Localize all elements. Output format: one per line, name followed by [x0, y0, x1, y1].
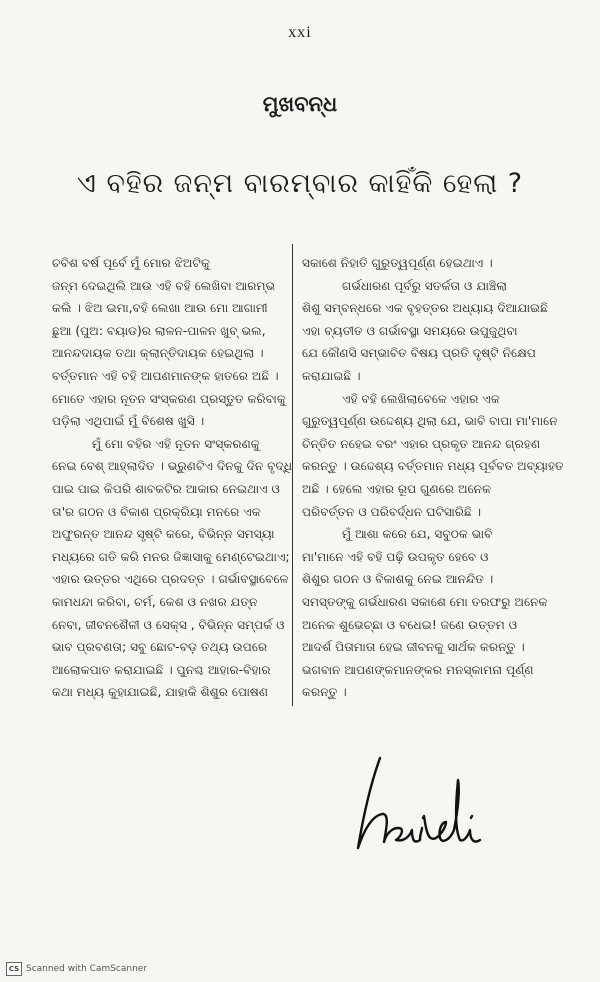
- text-line: ଶିଶୁ ସମ୍ବନ୍ଧରେ ଏକ ବୃହତ୍ତର ଅଧ୍ୟାୟ ଦିଆଯାଇଛି: [302, 301, 548, 316]
- text-line: ଏହି ବହି ଲେଖିଲାବେଳେ ଏହାର ଏକ: [342, 391, 500, 406]
- text-line: ଭଗବାନ ଆପଣଙ୍କମାନଙ୍କର ମନସ୍କାମନା ପୂର୍ଣ୍ଣ: [302, 662, 534, 677]
- text-line: ପଡ଼ିଲା ଏଥିପାଇଁ ମୁଁ ବିଶେଷ ଖୁସି ।: [52, 414, 205, 429]
- text-line: ଏହା ବ୍ୟତୀତ ଓ ଗର୍ଭାବସ୍ଥା ସମୟରେ ଉପୁଜୁଥିବା: [302, 323, 518, 338]
- text-line: ମା'ମାନେ ଏହି ବହି ପଢ଼ି ଉପକୃତ ହେବେ ଓ: [302, 549, 489, 564]
- text-line: ଗୁରୁତ୍ୱପୂର୍ଣ୍ଣ ଉଦ୍ଦେଶ୍ୟ ଥିଲା ଯେ, ଭାବି ବାପା ମା'ମାନେ: [302, 414, 558, 429]
- signature: [350, 750, 500, 860]
- text-line: ମୁଁ ଆଶା କରେ ଯେ, ସବୁଠକ ଭାବି: [342, 527, 493, 542]
- text-line: ନେବା, ଜୀବନଶୈଳୀ ଓ ସେକ୍ସ , ବିଭିନ୍ନ ସମ୍ପର୍କ ଓ: [52, 617, 285, 632]
- text-line: କରନ୍ତୁ । ଉଦ୍ଦେଶ୍ୟ ବର୍ତ୍ତମାନ ମଧ୍ୟ ପୂର୍ବବତ ଅବ୍ୟାହତ: [302, 459, 564, 474]
- page-number: xxi: [288, 24, 312, 41]
- text-line: କରାଯାଇଛି ।: [302, 368, 361, 383]
- text-line: ଶିଶୁର ଗଠନ ଓ ବିକାଶକୁ ନେଇ ଆନନ୍ଦିତ ।: [302, 572, 494, 587]
- text-line: ସମସ୍ତଙ୍କୁ ଗର୍ଭଧାରଣ ସକାଶେ ମୋ ତରଫରୁ ଅନେକ: [302, 594, 548, 609]
- text-line: ଗର୍ଭଧାରଣ ପୂର୍ବରୁ ସତର୍କତା ଓ ଯାଞ୍ଚିଲା: [342, 278, 508, 293]
- right-column: [302, 252, 564, 704]
- text-line: ଅଫୁରନ୍ତ ଆନନ୍ଦ ସୃଷ୍ଟି କରେ, ବିଭିନ୍ନ ସମସ୍ୟା: [52, 527, 275, 542]
- text-line: ପାଇ ପାଇ କିପରି ଶାବକଟିର ଆକାର ନେଇଥାଏ ଓ: [52, 481, 280, 496]
- text-line: ମୋତେ ଏହାର ନୂତନ ସଂସ୍କରଣ ପ୍ରସ୍ତୁତ କରିବାକୁ: [52, 391, 286, 406]
- text-line: ବର୍ତ୍ତମାନ ଏହି ବହି ଆପଣମାନଙ୍କ ହାତରେ ଅଛି ।: [52, 368, 279, 383]
- main-heading: ଏ ବହିର ଜନ୍ମ ବାରମ୍ବାର କାହିଁକି ହେଲା ?: [76, 168, 524, 199]
- text-line: ଆଲୋକପାତ କରାଯାଇଛି । ପୁନଶ୍ଚ ଆହାର-ବିହାର: [52, 662, 271, 677]
- camscanner-icon: CS: [6, 962, 22, 976]
- text-line: ଛୁଆ (ପୁଅ: ବୟାଡ)ର ଲାଳନ-ପାଳନ ଖୁବ୍ ଭଲ,: [52, 323, 266, 338]
- text-line: କାମଧନ୍ଦା କରିବା, ଚର୍ମ, କେଶ ଓ ନଖର ଯତ୍ନ: [52, 594, 258, 609]
- text-line: ଭାବ ପ୍ରବଣତା; ସବୁ ଛୋଟ-ବଡ଼ ତଥ୍ୟ ଉପରେ: [52, 640, 268, 655]
- text-line: ତା'ର ଗଠନ ଓ ବିକାଶ ପ୍ରକ୍ରିୟା ମନରେ ଏକ: [52, 504, 261, 519]
- scanner-watermark-text: Scanned with CamScanner: [26, 964, 148, 974]
- text-line: ମୁଁ ମୋ ବହିର ଏହି ନୂତନ ସଂସ୍କରଣକୁ: [92, 436, 260, 451]
- text-line: ଅନେକ ଶୁଭେଚ୍ଛା ଓ ବଧେଇ! ଜଣେ ଉତ୍ତମ ଓ: [302, 617, 518, 632]
- scanner-watermark: [6, 962, 147, 976]
- column-divider: [292, 244, 293, 706]
- text-line: ଜନ୍ମ ଦେଇଥିଲି ଆଉ ଏହି ବହି ଲେଖିବା ଆରମ୍ଭ: [52, 278, 276, 293]
- text-line: ମଧ୍ୟରେ ଗତି କରି ମନର ଜିଜ୍ଞାସାକୁ ମେଣ୍ଟେଇଥାଏ;: [52, 549, 290, 564]
- text-line: ପରିବର୍ତ୍ତନ ଓ ପରିବର୍ଦ୍ଧନ ଘଟିସାରିଛି ।: [302, 504, 482, 519]
- text-line: ଅଛି । ହେଲେ ଏହାର ରୂପ ଗୁଣରେ ଅନେକ: [302, 481, 492, 496]
- section-title: ମୁଖବନ୍ଧ: [262, 92, 338, 116]
- text-line: ଚବିଶ ବର୍ଷ ପୂର୍ବେ ମୁଁ ମୋର ଝିଅଟିକୁ: [52, 256, 210, 270]
- text-line: ଚିନ୍ତିତ ନହେଇ ବରଂ ଏହାର ପ୍ରକୃତ ଆନନ୍ଦ ଗ୍ରହଣ: [302, 436, 541, 451]
- left-column: [52, 252, 293, 704]
- text-line: ନେଇ ବେଶ୍ ଆହ୍ଲାଦିତ । ଭ୍ରୁଣଟିଏ ଦିନକୁ ଦିନ ବୃଦ୍ଧି: [52, 459, 293, 474]
- text-line: ଏହାର ଉତ୍ତର ଏଥିରେ ପ୍ରଦତ୍ତ । ଗର୍ଭାବସ୍ଥାବେଳେ: [52, 572, 289, 587]
- text-line: ଆଦର୍ଶ ପିତାମାତା ହେଇ ଜୀବନକୁ ସାର୍ଥକ କରନ୍ତୁ ।: [302, 640, 525, 655]
- text-line: ଆନନ୍ଦଦାୟକ ତଥା କ୍ଲାନ୍ତିଦାୟକ ହେଇଥିଲା ।: [52, 346, 264, 361]
- text-line: କଥା ମଧ୍ୟ କୁହାଯାଇଛି, ଯାହାକି ଶିଶୁର ପୋଷଣ: [52, 685, 269, 700]
- text-line: ସକାଶେ ନିହାତି ଗୁରୁତ୍ୱପୂର୍ଣ୍ଣ ହେଇଥାଏ ।: [302, 256, 493, 270]
- text-line: କରନ୍ତୁ ।: [302, 685, 347, 700]
- text-line: କଲି । ଝିଅ ଇମା,ବହି ଲେଖା ଆଉ ମୋ ଆଗାମୀ: [52, 301, 268, 316]
- text-line: ଯେ କୌଣସି ସମ୍ଭାବିତ ବିଷୟ ପ୍ରତି ଦୃଷ୍ଟି ନିକ୍ଷେପ: [302, 346, 537, 361]
